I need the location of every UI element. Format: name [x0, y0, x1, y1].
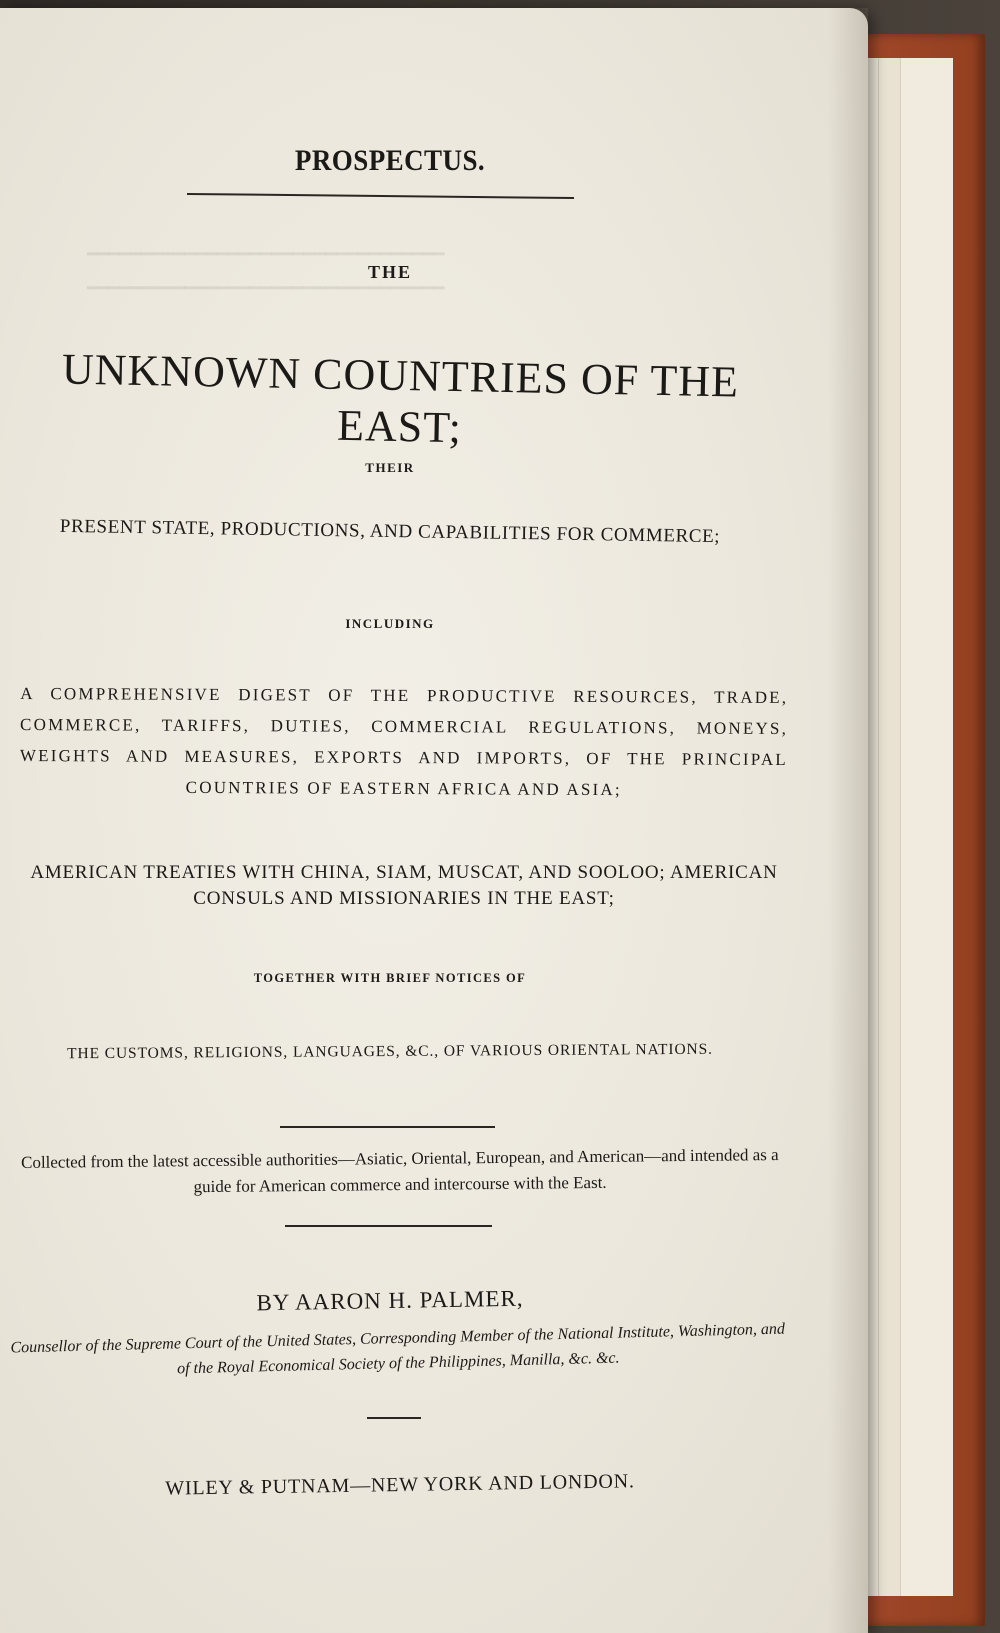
rule-divider — [285, 1225, 492, 1227]
page-heading: PROSPECTUS. — [294, 144, 486, 177]
together-label: TOGETHER WITH BRIEF NOTICES OF — [253, 971, 527, 985]
title-connector: THEIR — [365, 460, 415, 475]
show-through-text: ━━━━━━━━━━━━━━━━━━━━━━━━━━━━━━━━━ ━━━━━━━━━━━━━━━━━━━━━━━━━━━━━━━━━ — [87, 244, 445, 298]
book-title: UNKNOWN COUNTRIES OF THE EAST; — [61, 344, 740, 453]
including-label: INCLUDING — [345, 616, 435, 631]
prospectus-page — [0, 8, 868, 1633]
treaties-paragraph: AMERICAN TREATIES WITH CHINA, SIAM, MUSCAT, AND SOOLOO; AMERICAN CONSULS AND MISSIONARIES IN THE EAST; — [30, 862, 778, 909]
digest-paragraph: A COMPREHENSIVE DIGEST OF THE PRODUCTIVE RESOURCES, TRADE, COMMERCE, TARIFFS, DUTIES, COMMERCIAL REGULATIONS, MONEYS, WEIGHTS AND MEASURES, EXPORTS AND IMPORTS, OF THE PRINCIPAL COUNTRIES OF EASTERN AFRICA AND ASIA; — [19, 683, 789, 800]
page-edges — [900, 58, 953, 1596]
publisher-line: WILEY & PUTNAM—NEW YORK AND LONDON. — [165, 1470, 635, 1500]
collected-note: Collected from the latest accessible authorities—Asiatic, Oriental, European, and American—and intended as a guide for American commerce and intercourse with the East. — [20, 1145, 779, 1197]
book-subtitle: PRESENT STATE, PRODUCTIONS, AND CAPABILITIES FOR COMMERCE; — [59, 515, 721, 548]
rule-divider — [280, 1126, 495, 1128]
rule-divider — [187, 193, 574, 199]
title-article: THE — [367, 262, 412, 282]
customs-line: THE CUSTOMS, RELIGIONS, LANGUAGES, &C., OF VARIOUS ORIENTAL NATIONS. — [67, 1040, 713, 1063]
rule-divider — [367, 1417, 421, 1419]
author-line: BY AARON H. PALMER, — [256, 1285, 524, 1316]
author-credentials: Counsellor of the Supreme Court of the United States, Corresponding Member of the National Institute, Washington, and of the Royal Economical Society of the Philippines, Manilla, &c. &c. — [10, 1320, 786, 1378]
